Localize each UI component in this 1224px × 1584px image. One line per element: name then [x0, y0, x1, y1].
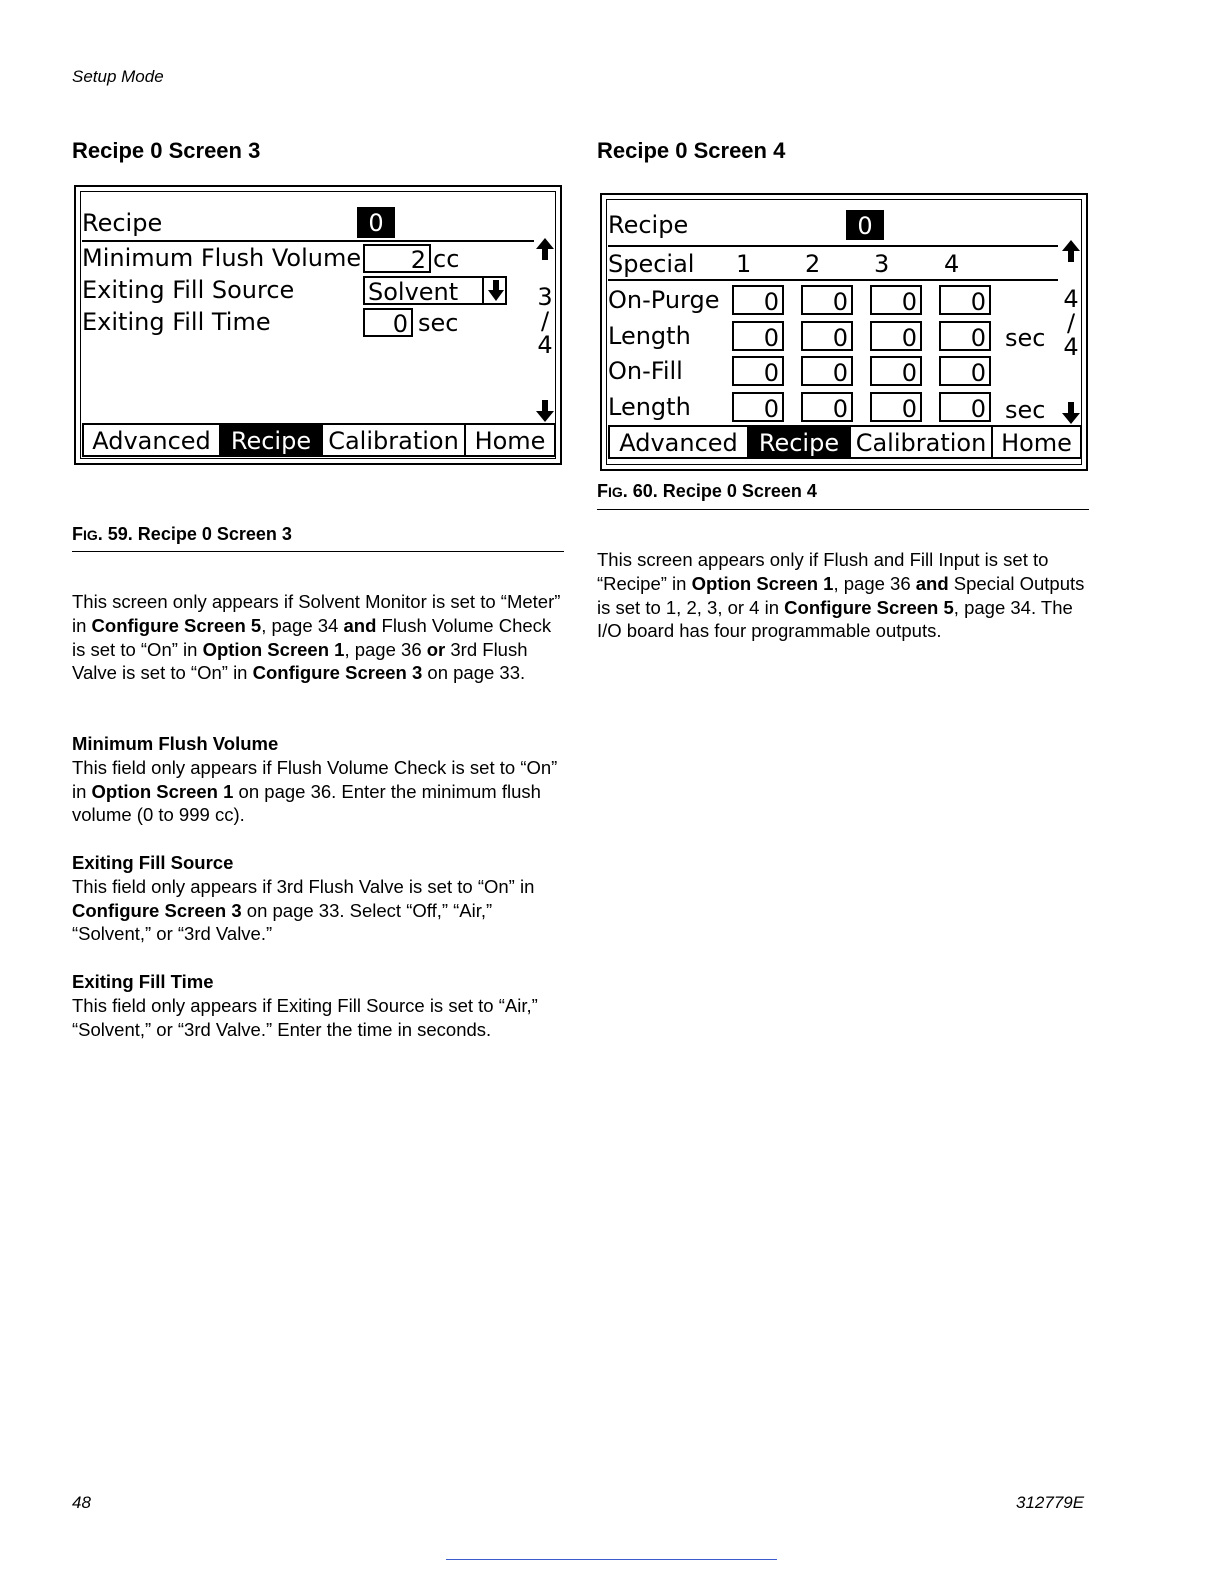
dropdown-arrow-icon[interactable] — [482, 277, 508, 304]
on-fill-4[interactable]: 0 — [939, 356, 991, 386]
on-purge-4[interactable]: 0 — [939, 285, 991, 315]
tab-home[interactable]: Home — [1001, 429, 1072, 457]
divider — [608, 245, 1058, 247]
on-purge-1[interactable]: 0 — [732, 285, 784, 315]
section-title: Exiting Fill Source — [72, 852, 234, 873]
fill-length-3[interactable]: 0 — [870, 392, 922, 422]
screen-3-intro: This screen only appears if Solvent Monitor is set to “Meter” in Configure Screen 5, page 34 and Flush Volume Check is set to “On” in Option Screen 1, page 36 or 3rd Flush Valve is set to “On” in Configure Screen 3 on page 33. — [72, 591, 561, 684]
purge-length-unit: sec — [1005, 324, 1046, 352]
caption-rule — [597, 509, 1089, 510]
tab-calibration[interactable]: Calibration — [323, 425, 466, 455]
on-purge-2[interactable]: 0 — [801, 285, 853, 315]
lcd-recipe-screen-4 — [600, 193, 1088, 471]
tab-recipe[interactable]: Recipe — [749, 427, 851, 457]
on-purge-label: On-Purge — [608, 286, 720, 314]
min-flush-volume-input[interactable]: 2 — [363, 244, 431, 273]
divider — [82, 240, 534, 242]
heading-recipe-screen-3: Recipe 0 Screen 3 — [72, 138, 261, 163]
exiting-fill-source-label: Exiting Fill Source — [82, 276, 295, 304]
section-min-flush-volume: Minimum Flush Volume This field only appears if Flush Volume Check is set to “On” in Option Screen 1 on page 36. Enter the minimum flush volume (0 to 999 cc). — [72, 733, 558, 826]
page-indicator-top: 4 — [1063, 285, 1079, 313]
section-header: Setup Mode — [72, 67, 164, 86]
column-3: 3 — [874, 250, 890, 278]
column-4: 4 — [944, 250, 960, 278]
section-title: Exiting Fill Time — [72, 971, 214, 992]
special-label: Special — [608, 250, 695, 278]
scroll-up-icon[interactable] — [535, 237, 555, 265]
on-fill-3[interactable]: 0 — [870, 356, 922, 386]
tab-advanced[interactable]: Advanced — [84, 425, 221, 455]
on-fill-2[interactable]: 0 — [801, 356, 853, 386]
lcd-recipe-screen-3 — [74, 185, 562, 465]
fill-length-1[interactable]: 0 — [732, 392, 784, 422]
bottom-link-line — [446, 1559, 777, 1560]
figure-59-caption: FIG. 59. Recipe 0 Screen 3 — [72, 524, 292, 544]
tab-bar — [82, 423, 556, 457]
purge-length-2[interactable]: 0 — [801, 321, 853, 351]
divider — [608, 279, 1058, 281]
tab-advanced[interactable]: Advanced — [610, 427, 749, 457]
column-2: 2 — [805, 250, 821, 278]
heading-recipe-screen-4: Recipe 0 Screen 4 — [597, 138, 786, 163]
scroll-up-icon[interactable] — [1061, 239, 1081, 267]
recipe-value[interactable]: 0 — [846, 210, 884, 240]
page-indicator-bottom: 4 — [537, 331, 553, 359]
recipe-label: Recipe — [82, 209, 163, 237]
fill-length-unit: sec — [1005, 396, 1046, 424]
recipe-label: Recipe — [608, 211, 689, 239]
page-number: 48 — [72, 1493, 91, 1512]
purge-length-4[interactable]: 0 — [939, 321, 991, 351]
column-1: 1 — [736, 250, 752, 278]
recipe-value[interactable]: 0 — [357, 207, 395, 238]
section-exiting-fill-source: Exiting Fill Source This field only appears if 3rd Flush Valve is set to “On” in Configure Screen 3 on page 33. Select “Off,” “Air,” “Solvent,” or “3rd Valve.” — [72, 852, 535, 945]
tab-home[interactable]: Home — [474, 427, 546, 455]
page-indicator-sep: / — [540, 307, 550, 335]
tab-bar — [608, 425, 1082, 459]
purge-length-1[interactable]: 0 — [732, 321, 784, 351]
fill-length-label: Length — [608, 393, 691, 421]
fill-length-4[interactable]: 0 — [939, 392, 991, 422]
page-indicator-bottom: 4 — [1063, 333, 1079, 361]
section-exiting-fill-time: Exiting Fill Time This field only appears if Exiting Fill Source is set to “Air,” “Solvent,” or “3rd Valve.” Enter the time in seconds. — [72, 971, 538, 1040]
exiting-fill-source-value: Solvent — [368, 278, 459, 306]
on-fill-1[interactable]: 0 — [732, 356, 784, 386]
on-purge-3[interactable]: 0 — [870, 285, 922, 315]
tab-calibration[interactable]: Calibration — [851, 427, 993, 457]
screen-4-intro: This screen appears only if Flush and Fill Input is set to “Recipe” in Option Screen 1, page 36 and Special Outputs is set to 1, 2, 3, or 4 in Configure Screen 5, page 34. The I/O board has four programmable outputs. — [597, 549, 1085, 642]
section-title: Minimum Flush Volume — [72, 733, 279, 754]
fill-length-2[interactable]: 0 — [801, 392, 853, 422]
purge-length-label: Length — [608, 322, 691, 350]
caption-rule — [72, 551, 564, 552]
page-indicator-top: 3 — [537, 283, 553, 311]
exiting-fill-time-unit: sec — [418, 309, 459, 337]
min-flush-volume-unit: cc — [433, 245, 460, 273]
purge-length-3[interactable]: 0 — [870, 321, 922, 351]
exiting-fill-time-input[interactable]: 0 — [363, 308, 413, 337]
on-fill-label: On-Fill — [608, 357, 683, 385]
tab-recipe[interactable]: Recipe — [221, 425, 323, 455]
document-number: 312779E — [1016, 1493, 1085, 1512]
exiting-fill-time-label: Exiting Fill Time — [82, 308, 271, 336]
page-indicator-sep: / — [1066, 309, 1076, 337]
figure-60-caption: FIG. 60. Recipe 0 Screen 4 — [597, 481, 817, 501]
min-flush-volume-label: Minimum Flush Volume — [82, 244, 362, 272]
